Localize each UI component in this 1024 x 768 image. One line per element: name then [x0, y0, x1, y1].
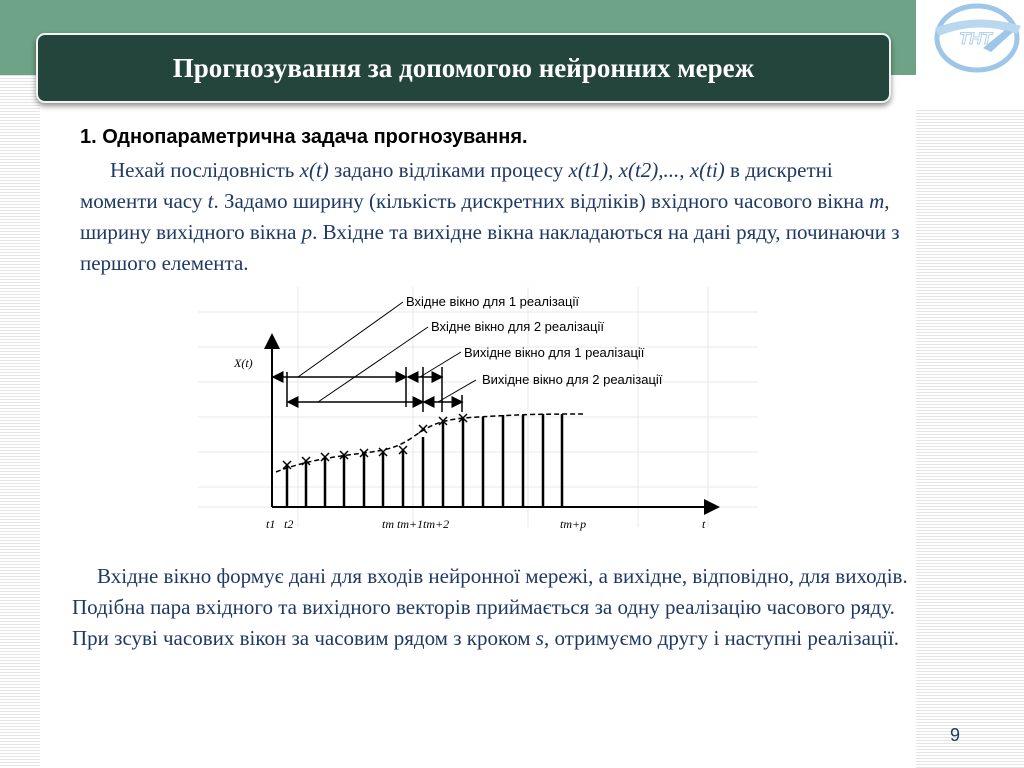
label-input-window-1: Вхідне вікно для 1 реалізації: [406, 294, 579, 309]
callout-leader-lines: [298, 302, 476, 402]
logo-text: ТНТ: [959, 29, 993, 48]
x-axis-label: t: [702, 517, 706, 531]
university-logo: [921, 0, 1024, 80]
label-output-window-1: Вихідне вікно для 1 реалізації: [464, 345, 645, 360]
explanation-paragraph: Вхідне вікно формує дані для входів нейронної мережі, а вихідне, відповідно, для виходів. Подібна пара вхідного та вихідного векторів приймається за одну реалізацію часового ряду. При зсуві часових вікон за часовим рядом з кроком s, отримуємо другу і наступні реалізації.: [72, 564, 908, 650]
label-output-window-2: Вихідне вікно для 2 реалізації: [482, 372, 663, 387]
window-span-arrows: [273, 367, 462, 412]
intro-paragraph: Нехай послідовність x(t) задано відліками процесу x(t1), x(t2),..., x(ti) в дискретні моменти часу t. Задамо ширину (кількість дискретних відліків) вхідного часового вікна m, ширину вихідного вікна p. Вхідне та вихідне вікна накладаються на дані ряду, починаючи з першого елемента.: [80, 158, 900, 275]
title-bar: [36, 33, 891, 103]
tick-label-tm: tm: [382, 517, 394, 531]
tick-label-tm1: tm+1: [397, 517, 424, 531]
page-number: 9: [949, 725, 960, 745]
section-heading: 1. Однопараметрична задача прогнозування.: [80, 126, 528, 148]
tick-label-tmp: tm+p: [560, 517, 587, 531]
tick-label-t2: t2: [284, 517, 294, 531]
label-input-window-2: Вхідне вікно для 2 реалізації: [431, 319, 604, 334]
right-stripe-decoration: [916, 110, 1024, 768]
time-series-curve: [276, 414, 583, 472]
left-stripe-decoration: [0, 75, 40, 768]
slide-title: Прогнозування за допомогою нейронних мереж: [172, 52, 755, 83]
y-axis-label: X(t): [234, 356, 253, 370]
tick-label-t1: t1: [266, 517, 276, 531]
time-window-diagram: [198, 287, 758, 537]
tick-label-tm2: tm+2: [423, 517, 450, 531]
